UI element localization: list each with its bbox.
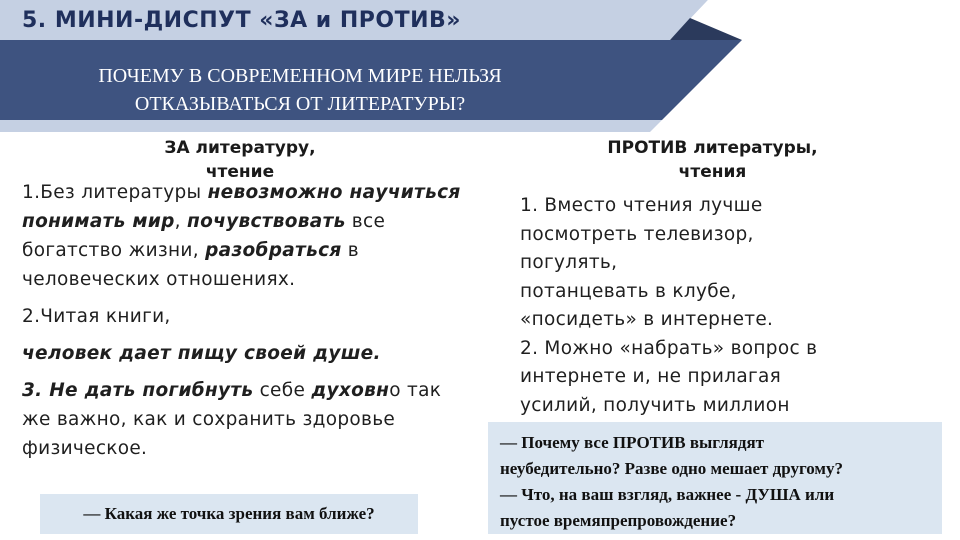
pro-point-1-e: все богатство жизни, (22, 211, 386, 261)
pro-point-1 (22, 178, 462, 294)
question-note-right (488, 422, 942, 534)
pro-point-3-c: духовн (311, 380, 390, 401)
pro-heading (105, 136, 375, 184)
pro-point-2: 2.Читая книги, (22, 306, 171, 327)
pro-point-2-cont: человек дает пищу своей душе. (22, 343, 381, 364)
question-line-2: ОТКАЗЫВАТЬСЯ ОТ ЛИТЕРАТУРЫ? (134, 93, 466, 115)
pro-point-3-e: сохранить здоровье физическое. (22, 409, 396, 459)
contra-arguments (520, 192, 940, 420)
contra-heading (540, 136, 885, 184)
pro-arguments (22, 178, 462, 471)
note-right-line-3: — Что, на ваш взгляд, важнее - ДУША или (500, 485, 835, 504)
pro-point-1-d: почувствовать (187, 211, 346, 232)
pro-point-3-a: 3. Не дать погибнуть (22, 380, 254, 401)
pro-point-3-b: себе (253, 380, 312, 401)
pro-point-1-g: в человеческих отношениях. (22, 240, 359, 290)
note-right-line-2: неубедительно? Разве одно мешает другому? (500, 459, 844, 478)
slide-title: 5. МИНИ-ДИСПУТ «ЗА и ПРОТИВ» (22, 8, 462, 33)
contra-heading-line-2: чтения (678, 162, 747, 182)
pro-point-1-c: , (174, 211, 188, 232)
contra-line: усилий, получить миллион (520, 394, 790, 416)
pro-heading-line-1: ЗА литературу, (164, 138, 316, 158)
note-right-line-1: — Почему все ПРОТИВ выглядят (500, 433, 765, 452)
contra-line: потанцевать в клубе, (520, 280, 737, 302)
pro-heading-line-2: чтение (205, 162, 275, 182)
question-note-left: — Какая же точка зрения вам ближе? (40, 494, 418, 534)
contra-line: 1. Вместо чтения лучше (520, 195, 763, 216)
question-text (20, 62, 580, 118)
contra-line: посмотреть телевизор, (520, 223, 754, 245)
contra-line: погулять, (520, 252, 618, 273)
contra-heading-line-1: ПРОТИВ литературы, (607, 138, 818, 158)
pro-point-3 (22, 376, 462, 463)
pro-point-1-b: невозможно научиться понимать мир (22, 182, 461, 232)
contra-line: 2. Можно «набрать» вопрос в (520, 337, 818, 359)
pro-point-1-a: 1.Без литературы (22, 182, 208, 203)
banner-shade (0, 120, 662, 132)
contra-line: «посидеть» в интернете. (520, 309, 774, 330)
pro-point-1-f: разобраться (205, 240, 342, 261)
pro-point-3-d: о так же важно, как и (22, 380, 442, 430)
note-right-line-4: пустое времяпрепровождение? (500, 511, 737, 530)
question-line-1: ПОЧЕМУ В СОВРЕМЕННОМ МИРЕ НЕЛЬЗЯ (98, 65, 502, 87)
contra-line: интернете и, не прилагая (520, 366, 782, 387)
